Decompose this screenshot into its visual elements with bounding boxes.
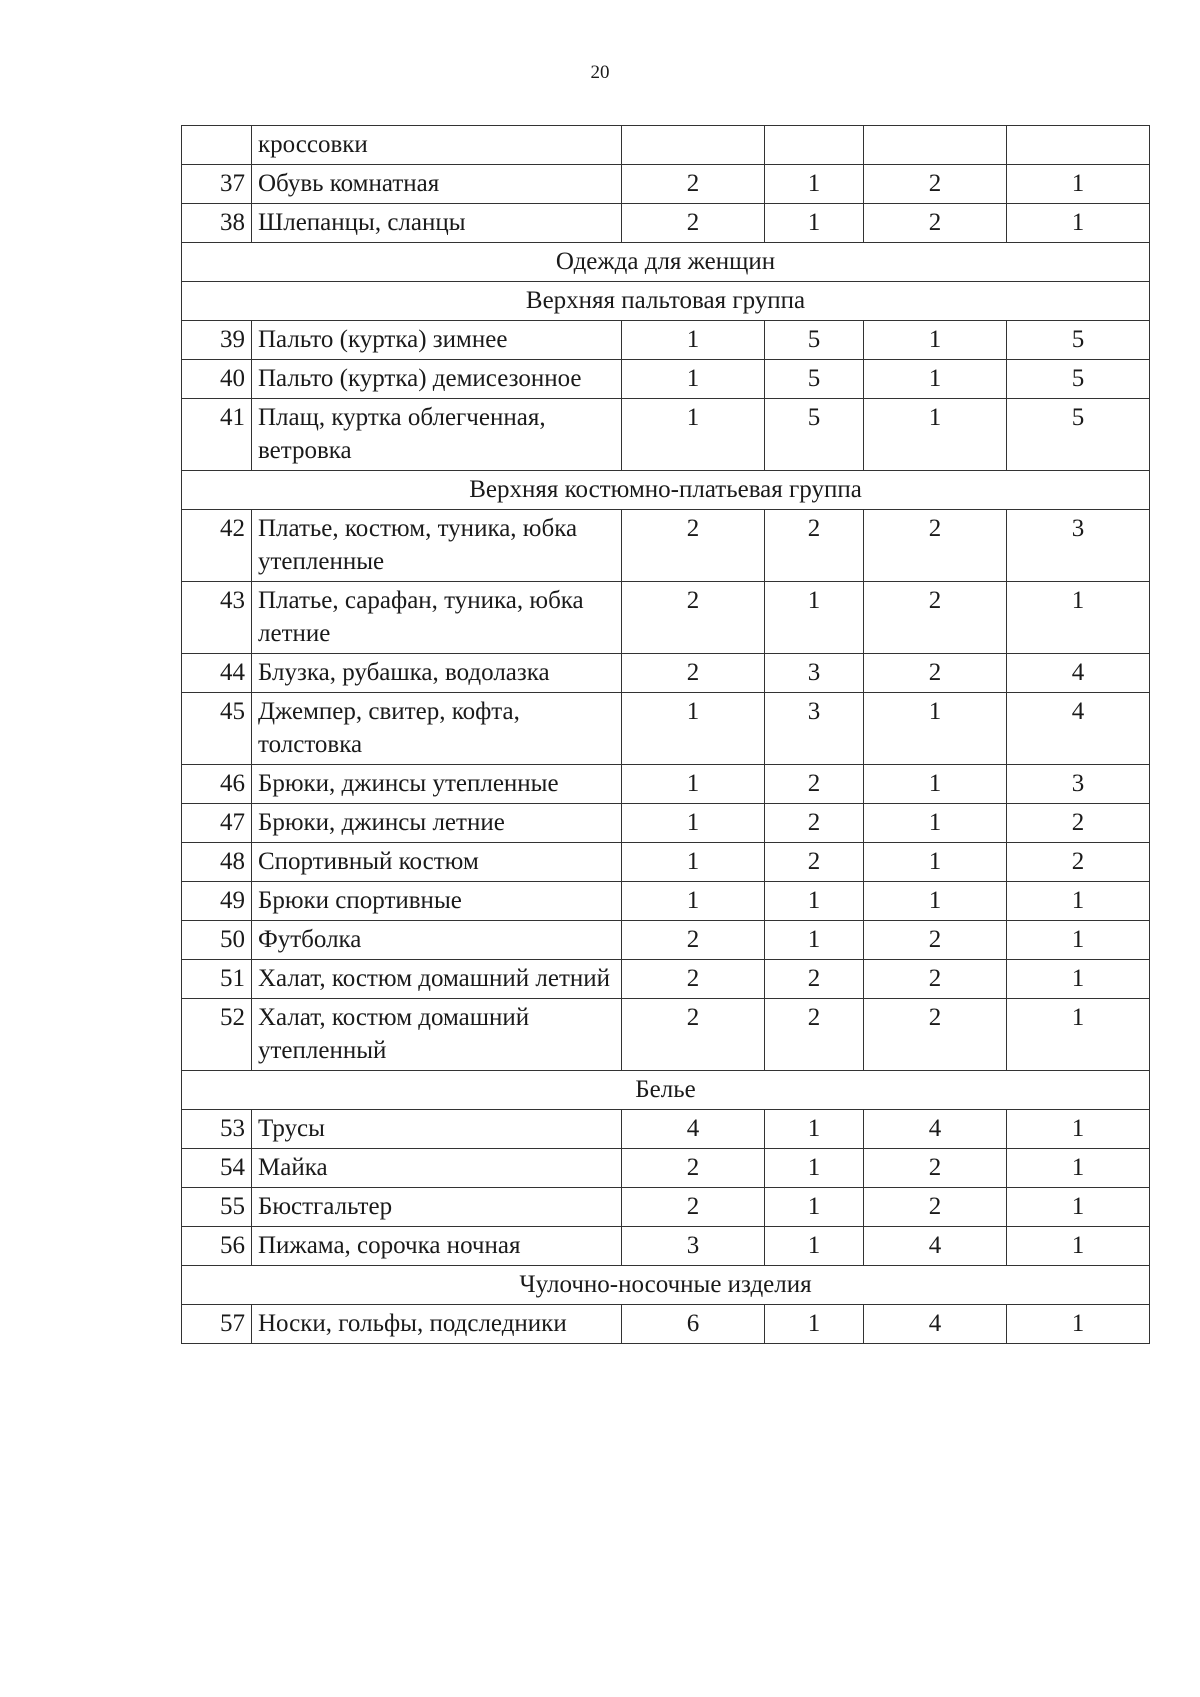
item-name: Блузка, рубашка, водолазка: [252, 654, 622, 693]
row-number: 45: [182, 693, 252, 765]
value-cell-1: 2: [622, 654, 765, 693]
row-number: 38: [182, 204, 252, 243]
table-row: [182, 321, 1150, 360]
table-row: [182, 510, 1150, 582]
value-cell-3: 2: [864, 960, 1007, 999]
section-row: [182, 1266, 1150, 1305]
value-cell-3: 1: [864, 693, 1007, 765]
item-name: Брюки, джинсы утепленные: [252, 765, 622, 804]
section-row: [182, 243, 1150, 282]
value-cell-3: 2: [864, 921, 1007, 960]
value-cell-1: 2: [622, 582, 765, 654]
value-cell-2: 5: [765, 399, 864, 471]
value-cell-1: 2: [622, 204, 765, 243]
value-cell-2: 2: [765, 843, 864, 882]
value-cell-1: 1: [622, 399, 765, 471]
value-cell-3: 2: [864, 999, 1007, 1071]
section-title: Верхняя пальтовая группа: [182, 282, 1150, 321]
value-cell-3: 2: [864, 204, 1007, 243]
row-number: [182, 126, 252, 165]
table-row: [182, 1110, 1150, 1149]
row-number: 54: [182, 1149, 252, 1188]
value-cell-3: 2: [864, 582, 1007, 654]
section-row: [182, 282, 1150, 321]
value-cell-1: [622, 126, 765, 165]
value-cell-2: 5: [765, 360, 864, 399]
table-row: [182, 999, 1150, 1071]
row-number: 44: [182, 654, 252, 693]
table-row: [182, 1305, 1150, 1344]
section-title: Верхняя костюмно-платьевая группа: [182, 471, 1150, 510]
item-name: Обувь комнатная: [252, 165, 622, 204]
row-number: 37: [182, 165, 252, 204]
row-number: 49: [182, 882, 252, 921]
value-cell-3: 4: [864, 1305, 1007, 1344]
item-name: Плащ, куртка облегченная, ветровка: [252, 399, 622, 471]
value-cell-3: 1: [864, 399, 1007, 471]
row-number: 43: [182, 582, 252, 654]
value-cell-1: 6: [622, 1305, 765, 1344]
value-cell-3: 2: [864, 654, 1007, 693]
section-title: Одежда для женщин: [182, 243, 1150, 282]
row-number: 47: [182, 804, 252, 843]
row-number: 48: [182, 843, 252, 882]
table-row: [182, 360, 1150, 399]
value-cell-4: [1007, 126, 1150, 165]
table-row: [182, 693, 1150, 765]
value-cell-3: 2: [864, 510, 1007, 582]
value-cell-1: 1: [622, 765, 765, 804]
value-cell-4: 1: [1007, 882, 1150, 921]
item-name: Пальто (куртка) демисезонное: [252, 360, 622, 399]
row-number: 51: [182, 960, 252, 999]
item-name: Брюки спортивные: [252, 882, 622, 921]
section-row: [182, 1071, 1150, 1110]
value-cell-4: 1: [1007, 1227, 1150, 1266]
value-cell-2: 1: [765, 882, 864, 921]
table-row: [182, 843, 1150, 882]
value-cell-2: 2: [765, 960, 864, 999]
page-number: 20: [590, 62, 610, 83]
value-cell-1: 3: [622, 1227, 765, 1266]
value-cell-3: 1: [864, 882, 1007, 921]
item-name: Спортивный костюм: [252, 843, 622, 882]
item-name: Майка: [252, 1149, 622, 1188]
item-name: Трусы: [252, 1110, 622, 1149]
section-title: Белье: [182, 1071, 1150, 1110]
item-name: Платье, костюм, туника, юбка утепленные: [252, 510, 622, 582]
section-row: [182, 471, 1150, 510]
value-cell-3: [864, 126, 1007, 165]
table-row: [182, 882, 1150, 921]
value-cell-1: 2: [622, 921, 765, 960]
item-name: Халат, костюм домашний летний: [252, 960, 622, 999]
table-row: [182, 804, 1150, 843]
table-row: [182, 165, 1150, 204]
value-cell-4: 2: [1007, 843, 1150, 882]
value-cell-4: 3: [1007, 510, 1150, 582]
value-cell-2: 2: [765, 999, 864, 1071]
value-cell-3: 2: [864, 1149, 1007, 1188]
value-cell-1: 1: [622, 804, 765, 843]
norms-table: [181, 125, 1150, 1344]
item-name: Халат, костюм домашний утепленный: [252, 999, 622, 1071]
table-row: [182, 582, 1150, 654]
value-cell-4: 2: [1007, 804, 1150, 843]
table-row: [182, 960, 1150, 999]
value-cell-2: 2: [765, 510, 864, 582]
value-cell-4: 4: [1007, 654, 1150, 693]
value-cell-4: 1: [1007, 999, 1150, 1071]
value-cell-1: 2: [622, 165, 765, 204]
value-cell-4: 4: [1007, 693, 1150, 765]
value-cell-2: 1: [765, 204, 864, 243]
value-cell-4: 5: [1007, 321, 1150, 360]
item-name: Джемпер, свитер, кофта, толстовка: [252, 693, 622, 765]
value-cell-2: 2: [765, 765, 864, 804]
value-cell-1: 2: [622, 960, 765, 999]
item-name: Бюстгальтер: [252, 1188, 622, 1227]
table-row: [182, 765, 1150, 804]
table-row: [182, 1188, 1150, 1227]
table-row: [182, 204, 1150, 243]
table-row: [182, 921, 1150, 960]
value-cell-2: [765, 126, 864, 165]
value-cell-4: 1: [1007, 1110, 1150, 1149]
value-cell-1: 2: [622, 1188, 765, 1227]
item-name: Шлепанцы, сланцы: [252, 204, 622, 243]
row-number: 56: [182, 1227, 252, 1266]
value-cell-1: 1: [622, 321, 765, 360]
value-cell-4: 1: [1007, 1305, 1150, 1344]
value-cell-2: 3: [765, 693, 864, 765]
value-cell-2: 1: [765, 1149, 864, 1188]
table-row: [182, 1149, 1150, 1188]
value-cell-1: 1: [622, 882, 765, 921]
table-row: [182, 1227, 1150, 1266]
value-cell-2: 1: [765, 1227, 864, 1266]
table-row: [182, 126, 1150, 165]
section-title: Чулочно-носочные изделия: [182, 1266, 1150, 1305]
value-cell-2: 3: [765, 654, 864, 693]
value-cell-4: 1: [1007, 1188, 1150, 1227]
value-cell-1: 2: [622, 999, 765, 1071]
row-number: 55: [182, 1188, 252, 1227]
item-name: Пальто (куртка) зимнее: [252, 321, 622, 360]
row-number: 46: [182, 765, 252, 804]
value-cell-4: 1: [1007, 1149, 1150, 1188]
value-cell-3: 2: [864, 1188, 1007, 1227]
value-cell-4: 1: [1007, 582, 1150, 654]
value-cell-4: 5: [1007, 360, 1150, 399]
table-row: [182, 399, 1150, 471]
value-cell-1: 1: [622, 843, 765, 882]
row-number: 52: [182, 999, 252, 1071]
value-cell-3: 2: [864, 165, 1007, 204]
value-cell-2: 5: [765, 321, 864, 360]
row-number: 39: [182, 321, 252, 360]
item-name: кроссовки: [252, 126, 622, 165]
value-cell-3: 4: [864, 1227, 1007, 1266]
value-cell-4: 1: [1007, 921, 1150, 960]
value-cell-3: 1: [864, 360, 1007, 399]
item-name: Платье, сарафан, туника, юбка летние: [252, 582, 622, 654]
table-row: [182, 654, 1150, 693]
value-cell-4: 1: [1007, 204, 1150, 243]
value-cell-1: 1: [622, 360, 765, 399]
value-cell-4: 1: [1007, 960, 1150, 999]
row-number: 57: [182, 1305, 252, 1344]
value-cell-2: 1: [765, 921, 864, 960]
value-cell-4: 3: [1007, 765, 1150, 804]
value-cell-2: 1: [765, 1305, 864, 1344]
item-name: Футболка: [252, 921, 622, 960]
value-cell-1: 4: [622, 1110, 765, 1149]
item-name: Носки, гольфы, подследники: [252, 1305, 622, 1344]
value-cell-1: 2: [622, 1149, 765, 1188]
value-cell-4: 5: [1007, 399, 1150, 471]
value-cell-2: 1: [765, 1110, 864, 1149]
value-cell-1: 1: [622, 693, 765, 765]
value-cell-3: 1: [864, 321, 1007, 360]
value-cell-2: 1: [765, 165, 864, 204]
row-number: 53: [182, 1110, 252, 1149]
value-cell-2: 1: [765, 582, 864, 654]
value-cell-3: 1: [864, 804, 1007, 843]
item-name: Брюки, джинсы летние: [252, 804, 622, 843]
row-number: 40: [182, 360, 252, 399]
value-cell-3: 1: [864, 843, 1007, 882]
value-cell-2: 1: [765, 1188, 864, 1227]
value-cell-3: 1: [864, 765, 1007, 804]
row-number: 42: [182, 510, 252, 582]
value-cell-2: 2: [765, 804, 864, 843]
item-name: Пижама, сорочка ночная: [252, 1227, 622, 1266]
row-number: 50: [182, 921, 252, 960]
table-body: [182, 126, 1150, 1344]
value-cell-4: 1: [1007, 165, 1150, 204]
value-cell-1: 2: [622, 510, 765, 582]
value-cell-3: 4: [864, 1110, 1007, 1149]
row-number: 41: [182, 399, 252, 471]
